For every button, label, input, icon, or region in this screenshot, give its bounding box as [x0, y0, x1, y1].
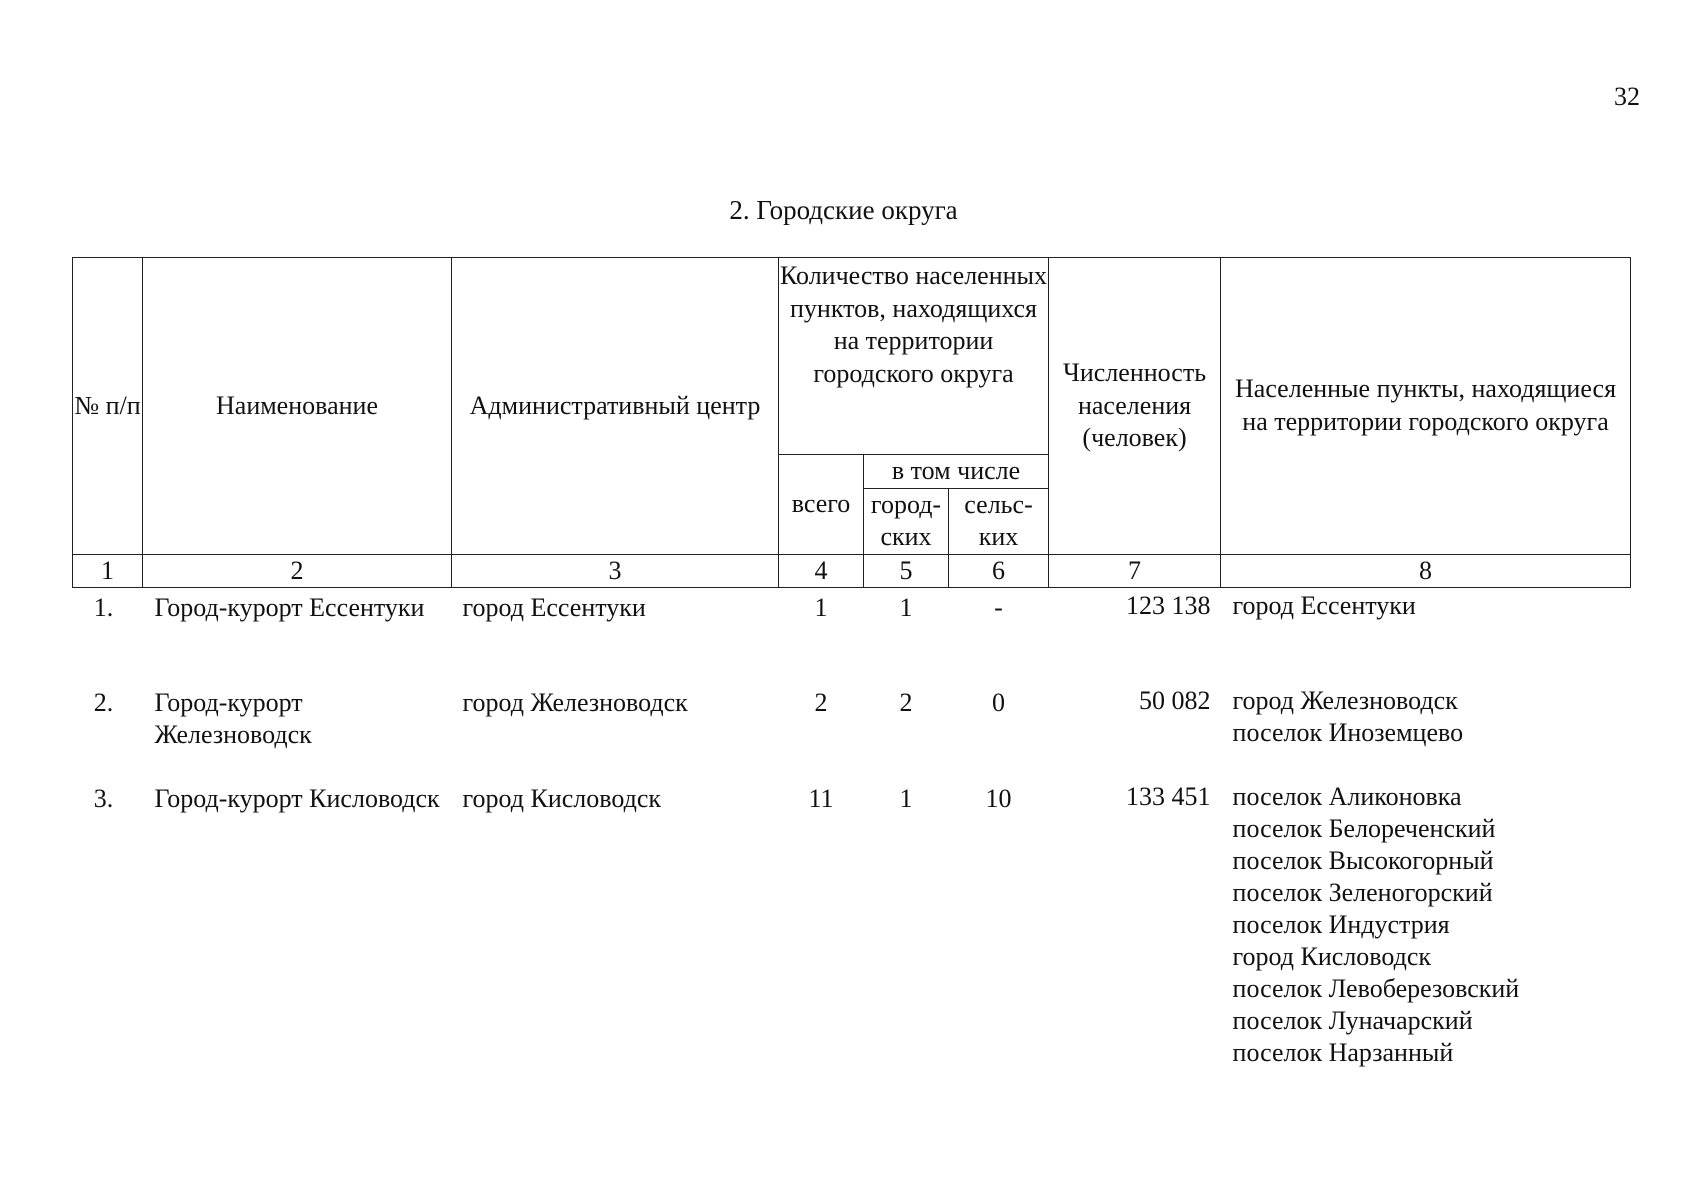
table-row	[73, 779, 1631, 1069]
settlement-item: город Железноводск	[1232, 686, 1458, 715]
row-total: 2	[814, 688, 828, 717]
column-number: 7	[1049, 554, 1221, 587]
row-population: 133 451	[1126, 782, 1211, 811]
header-admin-center: Административный центр	[452, 258, 779, 555]
settlement-item: поселок Иноземцево	[1232, 718, 1464, 747]
row-name: Город-курорт Железноводск	[154, 688, 312, 749]
row-admin-center: город Железноводск	[462, 688, 688, 717]
row-rural: -	[994, 592, 1003, 622]
header-num: № п/п	[73, 258, 143, 555]
row-name: Город-курорт Ессентуки	[154, 592, 425, 622]
header-settlements: Населенные пункты, находящиеся на территории городского округа	[1221, 258, 1631, 555]
row-urban: 1	[899, 784, 913, 813]
settlement-item: город Ессентуки	[1232, 590, 1416, 620]
settlement-item: поселок Зеленогорский	[1232, 878, 1493, 907]
table-row	[73, 683, 1631, 779]
column-number: 3	[452, 554, 779, 587]
table-row	[73, 587, 1631, 683]
row-urban: 2	[899, 688, 913, 717]
row-name: Город-курорт Кисловодск	[154, 784, 440, 813]
row-urban: 1	[899, 592, 913, 622]
column-number: 2	[143, 554, 452, 587]
header-population: Численность населения (человек)	[1049, 258, 1221, 555]
header-name: Наименование	[143, 258, 452, 555]
row-num: 2.	[93, 688, 114, 717]
column-number: 1	[73, 554, 143, 587]
header-total: всего	[779, 455, 864, 555]
settlement-item: поселок Левоберезовский	[1232, 974, 1520, 1003]
header-count-group: Количество населенных пунктов, находящихся на территории городского округа	[779, 258, 1049, 455]
header-rural: сельс-ких	[949, 488, 1049, 554]
settlement-item: город Кисловодск	[1232, 942, 1432, 971]
settlements-table	[72, 257, 1631, 1069]
row-total: 11	[808, 784, 834, 813]
settlement-item: поселок Белореченский	[1232, 814, 1496, 843]
page-number: 32	[1614, 82, 1640, 111]
column-number: 5	[864, 554, 949, 587]
header-including: в том числе	[864, 455, 1049, 489]
settlement-item: поселок Аликоновка	[1232, 782, 1462, 811]
column-number: 4	[779, 554, 864, 587]
row-total: 1	[814, 592, 828, 622]
row-population: 50 082	[1139, 686, 1211, 715]
section-title: 2. Городские округа	[729, 195, 958, 225]
header-urban: город-ских	[864, 488, 949, 554]
row-settlements	[1221, 587, 1631, 683]
row-settlements	[1221, 683, 1631, 779]
row-admin-center: город Ессентуки	[462, 592, 646, 622]
row-settlements	[1221, 779, 1631, 1069]
row-rural: 0	[992, 688, 1006, 717]
settlement-item: поселок Высокогорный	[1232, 846, 1494, 875]
column-number: 8	[1221, 554, 1631, 587]
row-population: 123 138	[1126, 590, 1211, 620]
settlement-item: поселок Индустрия	[1232, 910, 1450, 939]
row-admin-center: город Кисловодск	[462, 784, 662, 813]
settlement-item: поселок Луначарский	[1232, 1006, 1473, 1035]
row-num: 1.	[93, 592, 114, 622]
row-rural: 10	[985, 784, 1012, 813]
column-number: 6	[949, 554, 1049, 587]
row-num: 3.	[93, 784, 114, 813]
settlement-item: поселок Нарзанный	[1232, 1038, 1454, 1067]
